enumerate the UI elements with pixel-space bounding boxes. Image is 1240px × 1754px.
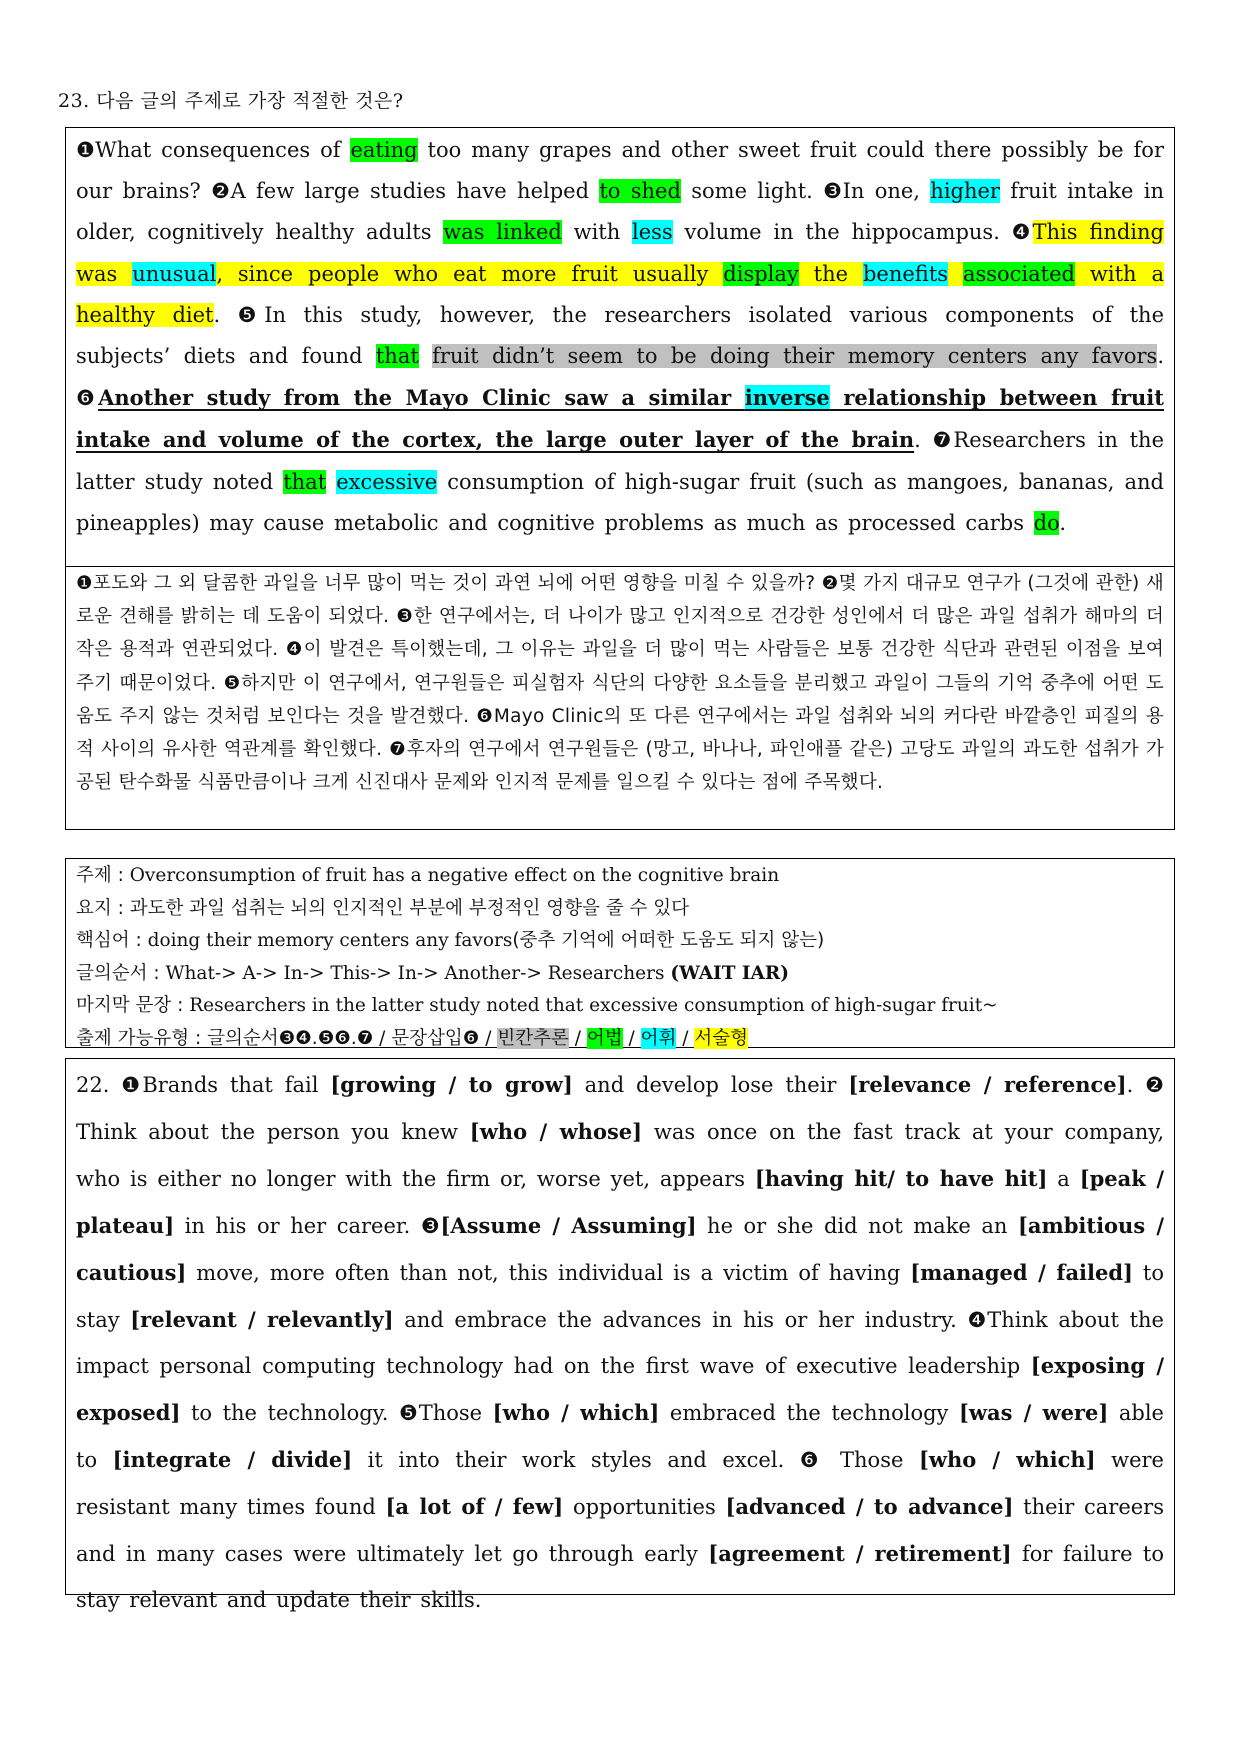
passage-segment: ❶What consequences of [76, 138, 351, 162]
q22-segment: to the technology. ❺Those [180, 1401, 493, 1426]
english-passage-text [76, 130, 1164, 544]
question-types-row [76, 1023, 1164, 1056]
q22-segment: a [1047, 1166, 1080, 1191]
passage-segment: . [1059, 510, 1067, 535]
analysis-notes-box [65, 858, 1175, 1048]
type-blank: 빈칸추론 [497, 1027, 569, 1049]
topic-row [76, 860, 1164, 893]
passage-segment: . ❼Researchers in the latter study noted [76, 428, 1164, 494]
passage-segment: . ❺In this study, however, the researchers isolated various components of the subjects’ diets and found [76, 302, 1165, 369]
passage-segment: volume in the hippocampus. ❹ [672, 220, 1033, 245]
q22-segment: [who / which] [492, 1400, 660, 1426]
q22-segment: were resistant many times found [76, 1448, 1164, 1520]
question-title: 23. 다음 글의 주제로 가장 적절한 것은? [58, 90, 404, 112]
passage-segment: was linked [443, 220, 562, 245]
q22-segment: able to [76, 1401, 1164, 1473]
passage-segment: do [1033, 510, 1060, 535]
q22-segment: [who / whose] [469, 1118, 643, 1144]
topic-label: 주제 : [76, 865, 130, 886]
q22-segment: it into their work styles and excel. ❻ Those [352, 1448, 919, 1473]
q22-segment: [agreement / retirement] [708, 1541, 1012, 1567]
q22-segment: [advanced / to advance] [725, 1494, 1014, 1520]
order-mnemonic: (WAIT IAR) [670, 962, 790, 984]
q22-segment: [growing / to grow] [330, 1072, 573, 1097]
q22-segment: [who / which] [918, 1447, 1096, 1473]
passage-segment: with [561, 220, 633, 245]
passage-segment: that [283, 469, 327, 494]
separator: / [676, 1027, 695, 1049]
question-22-text [76, 1062, 1164, 1624]
passage-segment: excessive [336, 469, 438, 494]
order-value: What-> A-> In-> This-> In-> Another-> Researchers [165, 962, 671, 984]
q22-segment: [Assume / Assuming] [440, 1212, 697, 1238]
passage-segment: the [798, 261, 863, 286]
type-written: 서술형 [694, 1027, 748, 1049]
q22-segment: in his or her career. ❸ [174, 1213, 441, 1238]
gist-row [76, 893, 1164, 926]
keyword-row [76, 925, 1164, 958]
type-insert: 문장삽입❻ [391, 1027, 480, 1049]
q22-segment: opportunities [563, 1495, 726, 1520]
last-sentence-value: Researchers in the latter study noted that excessive consumption of high-sugar fruit~ [189, 995, 998, 1016]
q22-segment: . ❷ Think about the person you knew [76, 1073, 1164, 1144]
question-22-box [65, 1058, 1175, 1612]
order-label: 글의순서 : [76, 962, 166, 984]
english-passage-box [65, 127, 1175, 567]
topic-value: Overconsumption of fruit has a negative effect on the cognitive brain [129, 865, 780, 886]
order-row [76, 958, 1164, 991]
q22-segment: [peak / plateau] [76, 1165, 1164, 1238]
passage-segment: too many grapes and other sweet fruit could there possibly be for our brains? ❷A few large studies have helped [76, 138, 1164, 204]
passage-segment: less [632, 220, 673, 245]
passage-segment: . ❻ [76, 344, 1164, 411]
types-label: 출제 가능유형 : [76, 1027, 208, 1049]
q22-segment: for failure to stay relevant and update their skills. [76, 1542, 1165, 1612]
q22-segment: their careers and in many cases were ultimately let go through early [76, 1495, 1164, 1567]
passage-segment: relationship between fruit intake and volume of the cortex, the large outer layer of the brain [76, 385, 1164, 453]
passage-segment [326, 470, 336, 494]
passage-segment: , since people who eat more fruit usually [216, 261, 724, 286]
type-grammar: 어법 [586, 1027, 623, 1049]
passage-segment: with a healthy diet [76, 261, 1164, 327]
q22-segment: [having hit/ to have hit] [754, 1165, 1048, 1191]
q22-segment: he or she did not make an [696, 1213, 1018, 1238]
q22-segment: to stay [76, 1260, 1164, 1332]
passage-segment: associated [962, 261, 1075, 286]
separator: / [479, 1027, 498, 1049]
keyword-label: 핵심어 : [76, 930, 148, 951]
passage-segment: fruit didn’t seem to be doing their memory centers any favors [432, 344, 1158, 369]
q22-segment: [relevance / reference] [848, 1072, 1127, 1097]
passage-segment: display [723, 261, 799, 286]
passage-segment [419, 344, 432, 368]
separator: / [373, 1027, 392, 1049]
passage-segment: inverse [744, 385, 830, 411]
type-order: 글의순서❸❹.❺❻.❼ [207, 1027, 374, 1049]
gist-value: 과도한 과일 섭취는 뇌의 인지적인 부분에 부정적인 영향을 줄 수 있다 [129, 897, 689, 919]
passage-segment: eating [350, 138, 418, 162]
korean-translation-box [65, 566, 1175, 830]
passage-segment: Another study from the Mayo Clinic saw a similar [98, 385, 745, 411]
q22-segment: [was / were] [958, 1400, 1109, 1426]
korean-translation-text: ❶포도와 그 외 달콤한 과일을 너무 많이 먹는 것이 과연 뇌에 어떤 영향을 미칠 수 있을까? ❷몇 가지 대규모 연구가 (그것에 관한) 새로운 견해를 밝히는 데 도움이 되었다. ❸한 연구에서는, 더 나이가 많고 인지적으로 건강한 성인에서 더 많은 과일 섭취가 해마의 더 작은 용적과 연관되었다. ❹이 발견은 특이했는데, 그 이유는 과일을 더 많이 먹는 사람들은 보통 건강한 식단과 관련된 이점을 보여 주기 때문이었다. ❺하지만 이 연구에서, 연구원들은 피실험자 식단의 다양한 요소들을 분리했고 과일이 그들의 기억 중추에 어떤 도움도 주지 않는 것처럼 보인다는 것을 발견했다. ❻Mayo Clinic의 또 다른 연구에서는 과일 섭취와 뇌의 커다란 바깥층인 피질의 용적 사이의 유사한 역관계를 확인했다. ❼후자의 연구에서 연구원들은 (망고, 바나나, 파인애플 같은) 고당도 과일의 과도한 섭취가 가공된 탄수화물 식품만큼이나 크게 신진대사 문제와 인지적 문제를 일으킬 수 있다는 점에 주목했다. [76, 573, 1164, 794]
passage-segment: some light. ❸In one, [680, 179, 931, 204]
separator: / [568, 1027, 587, 1049]
q22-segment: [exposing / exposed] [76, 1353, 1164, 1426]
keyword-value: doing their memory centers any favors [147, 930, 513, 951]
type-vocab: 어휘 [640, 1027, 677, 1049]
passage-segment: consumption of high-sugar fruit (such as mangoes, bananas, and pineapples) may cause metabolic and cognitive problems as much as processed carbs [76, 469, 1164, 535]
passage-segment: fruit intake in older, cognitively healthy adults [76, 179, 1164, 245]
passage-segment: benefits [862, 261, 949, 286]
q22-segment: [managed / failed] [910, 1259, 1133, 1285]
passage-segment: higher [930, 179, 1000, 204]
last-sentence-row [76, 990, 1164, 1023]
keyword-translation: (중추 기억에 어떠한 도움도 되지 않는) [512, 930, 825, 951]
q22-segment: 22. ❶Brands that fail [76, 1073, 331, 1097]
q22-segment: [relevant / relevantly] [130, 1306, 394, 1332]
q22-segment: [integrate / divide] [112, 1447, 353, 1473]
q22-segment: move, more often than not, this individual is a victim of having [186, 1260, 911, 1285]
passage-segment: unusual [132, 261, 217, 286]
last-sentence-label: 마지막 문장 : [76, 995, 190, 1016]
passage-segment [948, 262, 963, 286]
q22-segment: and embrace the advances in his or her industry. ❹Think about the impact personal computing technology had on the first wave of executive leadership [76, 1307, 1164, 1379]
passage-segment: to shed [599, 179, 681, 204]
q22-segment: [a lot of / few] [385, 1494, 564, 1520]
passage-segment: that [375, 344, 419, 369]
passage-segment: This finding was [76, 220, 1164, 286]
separator: / [622, 1027, 641, 1049]
q22-segment: was once on the fast track at your company, who is either no longer with the firm or, worse yet, appears [76, 1119, 1164, 1191]
q22-segment: [ambitious / cautious] [76, 1212, 1164, 1285]
q22-segment: embraced the technology [659, 1401, 959, 1426]
gist-label: 요지 : [76, 897, 130, 919]
q22-segment: and develop lose their [572, 1073, 849, 1097]
